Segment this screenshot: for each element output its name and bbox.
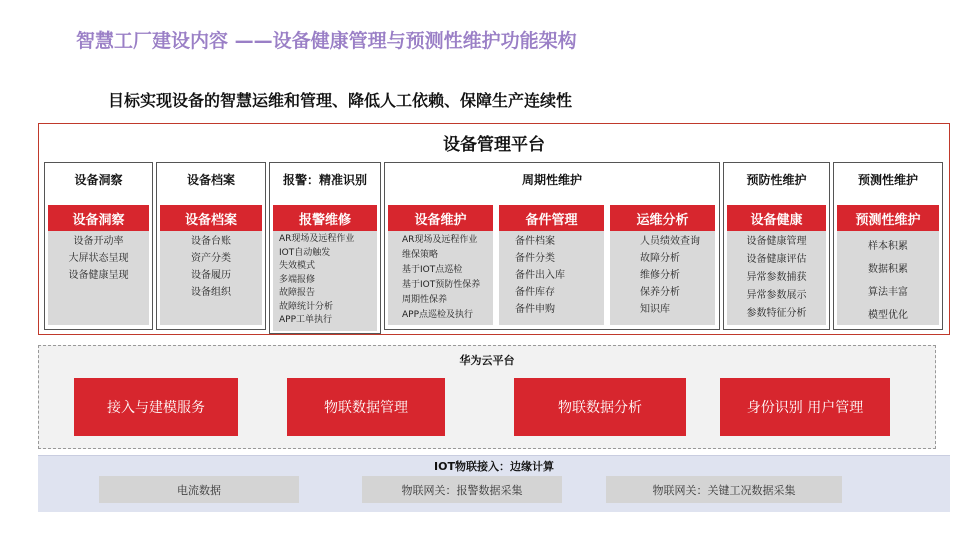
module-item: 样本积累 [868, 241, 908, 252]
module-card [273, 205, 377, 331]
column-alarm [269, 162, 381, 334]
column-header: 报警：精准识别 [282, 173, 367, 187]
module-item: 故障分析 [640, 253, 680, 264]
page-subtitle: 目标实现设备的智慧运维和管理、降低人工依赖、保障生产连续性 [108, 91, 573, 110]
module-item: IOT自动触发 [279, 247, 331, 258]
column-periodic [384, 162, 720, 330]
page-title: 智慧工厂建设内容 ——设备健康管理与预测性维护功能架构 [76, 30, 577, 52]
module-item: 知识库 [640, 304, 670, 315]
module-card [837, 205, 939, 325]
module-title: 设备健康 [727, 205, 826, 231]
cloud-service-box: 物联数据分析 [514, 378, 686, 436]
cloud-platform-title: 华为云平台 [459, 354, 515, 367]
module-item: 人员绩效查询 [640, 236, 700, 247]
iot-layer-title: IOT物联接入：边缘计算 [434, 460, 554, 473]
module-item: 多端报修 [279, 274, 316, 285]
column-insight [44, 162, 153, 330]
module-title: 设备档案 [160, 205, 262, 231]
module-title: 预测性维护 [837, 205, 939, 231]
column-archive [156, 162, 266, 330]
iot-source-box: 物联网关：关键工况数据采集 [606, 476, 842, 503]
module-title: 运维分析 [610, 205, 715, 231]
cloud-service-box: 接入与建模服务 [74, 378, 238, 436]
module-item: 设备健康管理 [746, 236, 807, 247]
module-item: 备件档案 [515, 236, 555, 247]
module-item: 设备组织 [191, 287, 231, 298]
module-item: 备件出入库 [515, 270, 565, 281]
iot-source-box: 电流数据 [99, 476, 299, 503]
module-card [48, 205, 149, 325]
module-item: AR现场及远程作业 [279, 234, 355, 244]
module-item: 数据积累 [868, 264, 908, 275]
column-preventive [723, 162, 830, 330]
module-item: 设备履历 [191, 270, 231, 281]
module-item: 周期性保养 [402, 295, 448, 305]
module-item: 资产分类 [191, 253, 231, 264]
module-item: 异常参数展示 [746, 290, 807, 301]
module-card [388, 205, 493, 325]
module-item: 算法丰富 [868, 287, 908, 298]
module-item: 设备开动率 [73, 236, 124, 247]
module-item: 故障统计分析 [279, 301, 334, 312]
cloud-service-box: 物联数据管理 [287, 378, 445, 436]
module-title: 备件管理 [499, 205, 604, 231]
module-card [499, 205, 604, 325]
column-header: 设备洞察 [74, 173, 123, 187]
module-item: AR现场及远程作业 [402, 235, 478, 245]
module-item: 异常参数捕获 [746, 272, 807, 283]
platform-title: 设备管理平台 [443, 135, 545, 155]
column-header: 周期性维护 [521, 173, 582, 187]
iot-source-box: 物联网关：报警数据采集 [362, 476, 562, 503]
module-item: 备件库存 [515, 287, 555, 298]
module-item: 模型优化 [868, 310, 908, 321]
module-item: 故障报告 [279, 288, 316, 298]
module-item: 备件申购 [515, 304, 555, 315]
module-item: 失效模式 [279, 261, 316, 271]
column-predictive [833, 162, 943, 330]
module-item: 设备台账 [191, 236, 231, 247]
module-item: 基于IOT预防性保养 [402, 280, 481, 290]
module-item: APP点巡检及执行 [402, 310, 474, 320]
module-item: APP工单执行 [279, 315, 333, 325]
module-card [160, 205, 262, 325]
module-item: 基于IOT点巡检 [402, 265, 463, 275]
module-item: 维保策略 [402, 250, 439, 260]
module-item: 备件分类 [515, 253, 555, 264]
column-header: 预防性维护 [746, 173, 807, 187]
module-item: 大屏状态呈现 [68, 253, 129, 264]
module-item: 参数特征分析 [746, 308, 807, 319]
module-item: 设备健康呈现 [68, 270, 129, 281]
module-item: 设备健康评估 [746, 254, 807, 265]
column-header: 设备档案 [186, 173, 235, 187]
column-header: 预测性维护 [857, 173, 918, 187]
module-title: 报警维修 [273, 205, 377, 231]
cloud-service-box: 身份识别 用户管理 [720, 378, 890, 436]
module-item: 维修分析 [640, 270, 680, 281]
module-title: 设备洞察 [48, 205, 149, 231]
module-card [727, 205, 826, 325]
module-title: 设备维护 [388, 205, 493, 231]
module-item: 保养分析 [640, 287, 680, 298]
module-card [610, 205, 715, 325]
